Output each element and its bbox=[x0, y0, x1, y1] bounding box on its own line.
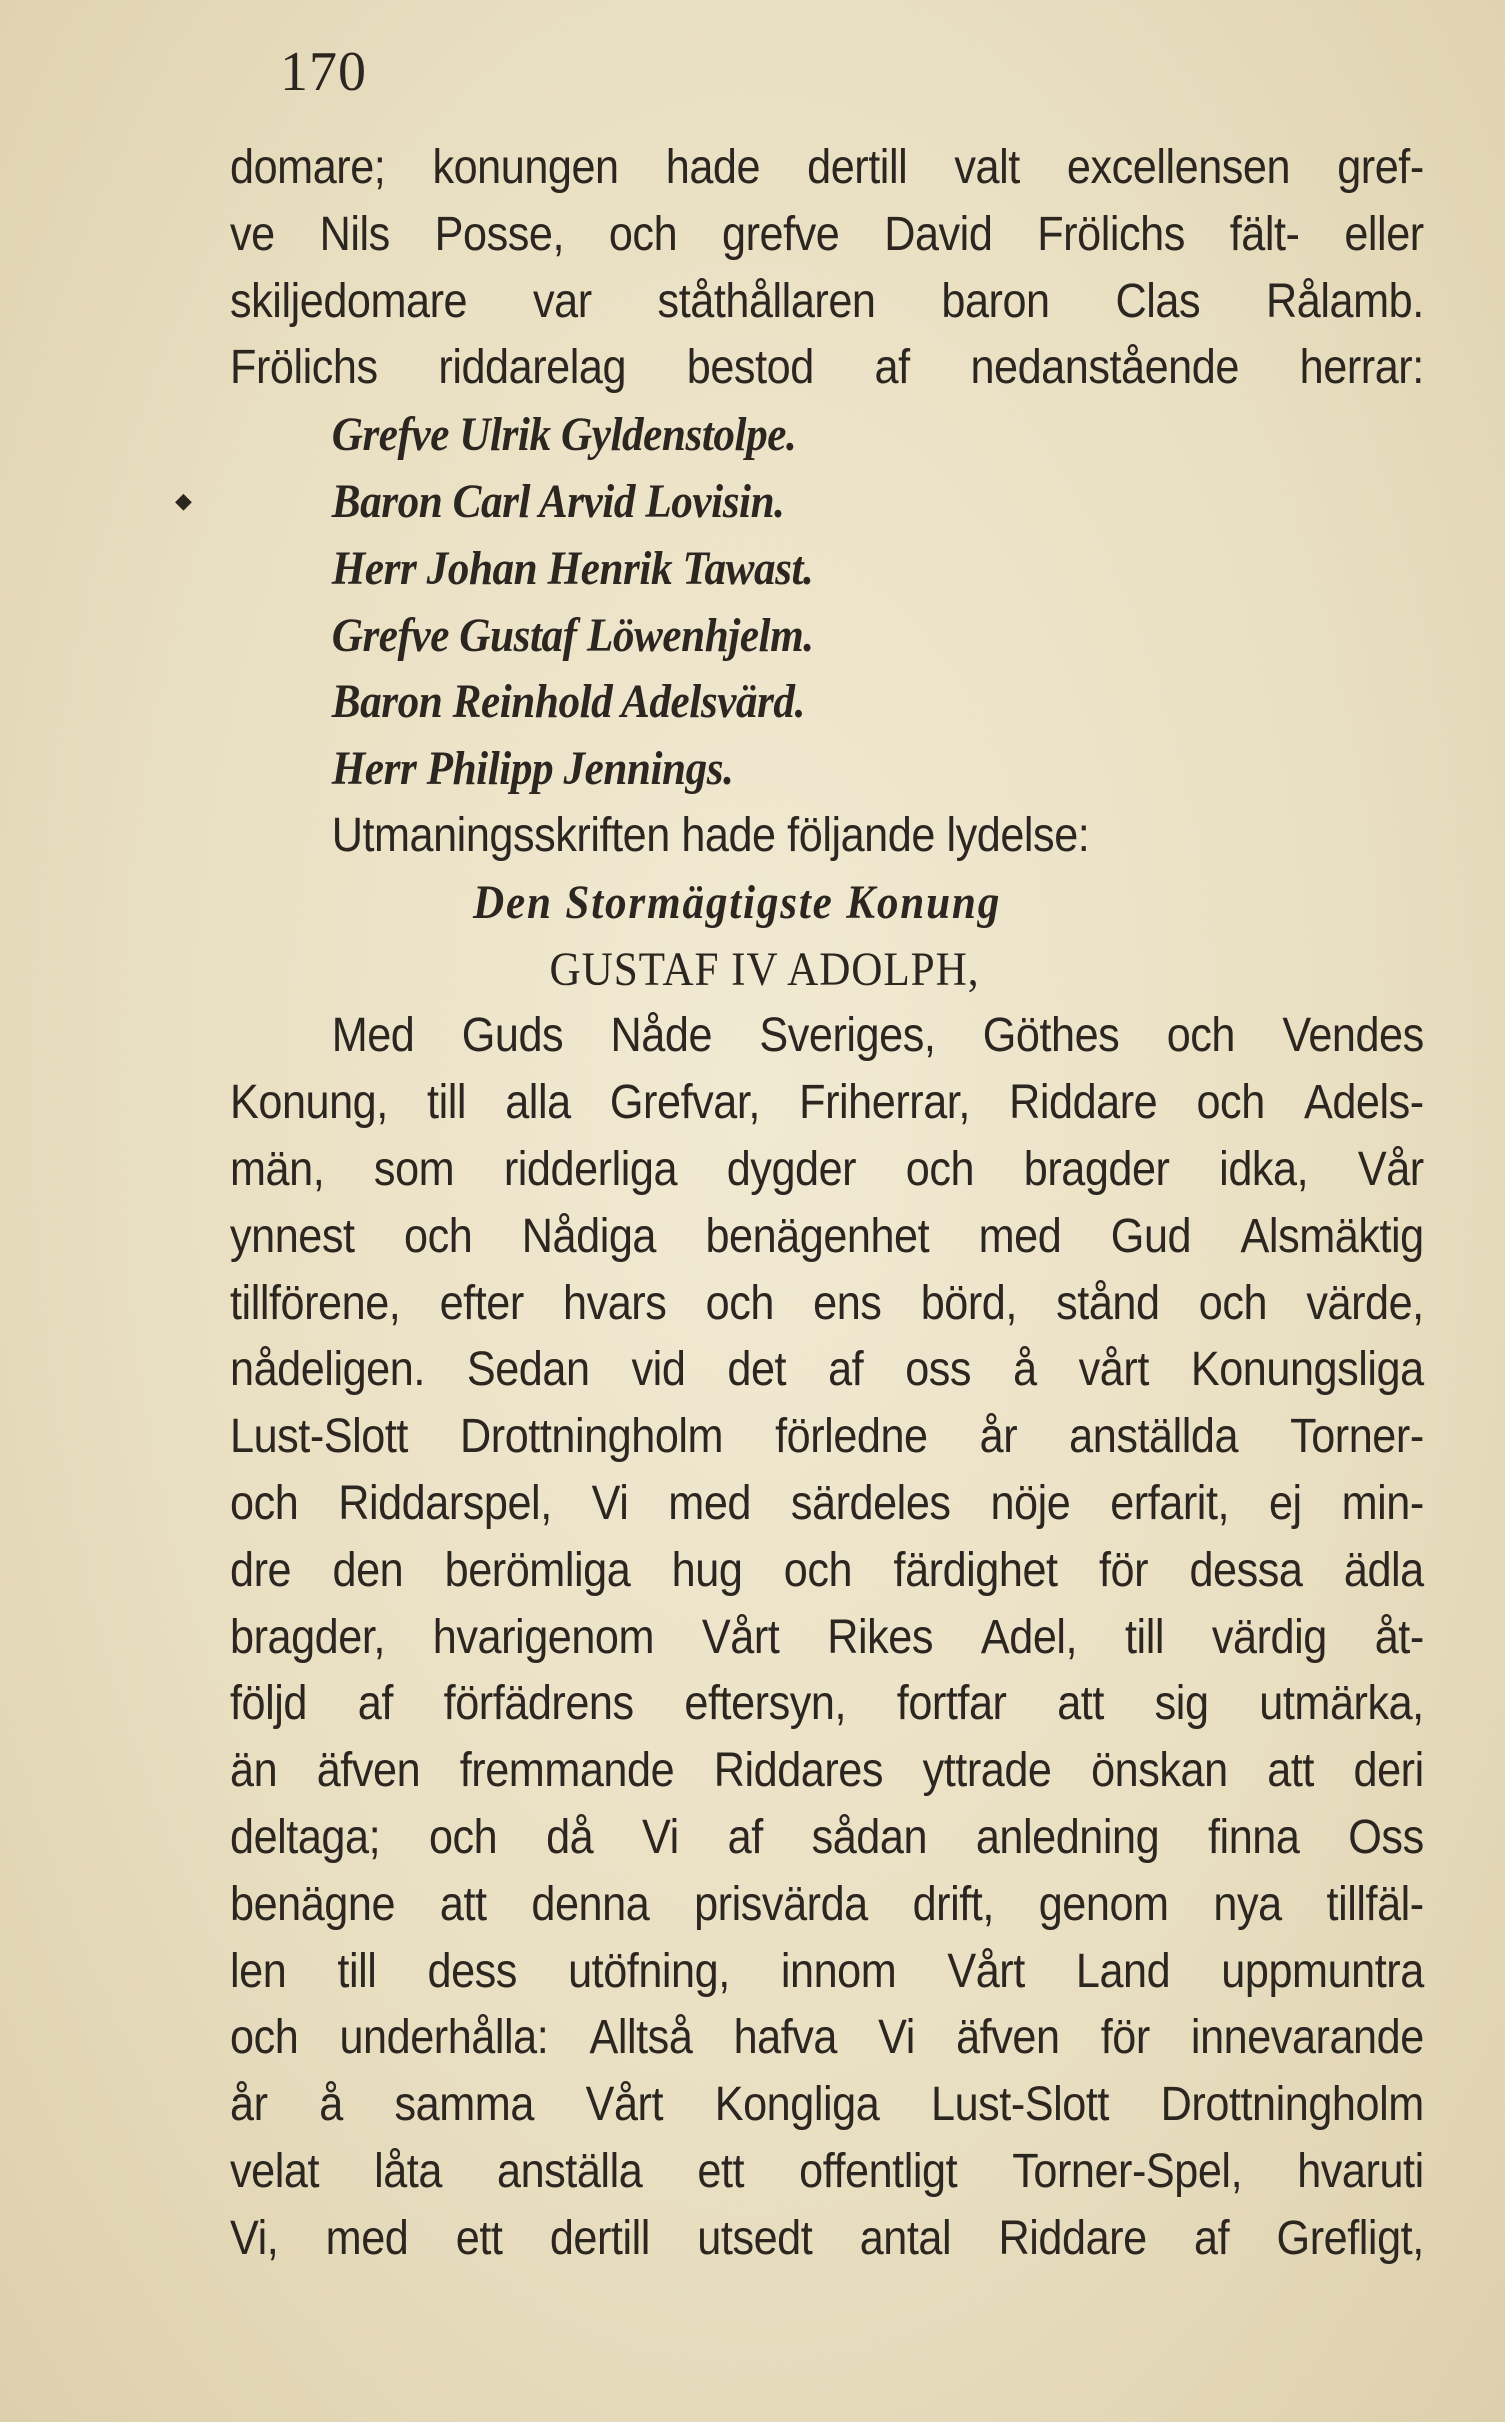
word: och bbox=[1196, 1076, 1265, 1130]
word: underhålla: bbox=[339, 2011, 549, 2065]
word: bestod bbox=[686, 341, 814, 395]
word: yttrade bbox=[922, 1744, 1052, 1798]
word: Rikes bbox=[827, 1610, 934, 1664]
word: Konung, bbox=[230, 1076, 388, 1130]
word: utöfning, bbox=[568, 1944, 730, 1998]
text-line bbox=[230, 2072, 1424, 2139]
word: dessa bbox=[1189, 1543, 1303, 1597]
word: för bbox=[1100, 2011, 1150, 2065]
word: dertill bbox=[807, 141, 908, 194]
word: benägenhet bbox=[705, 1209, 930, 1263]
word: herrar: bbox=[1299, 341, 1424, 395]
word: Land bbox=[1075, 1944, 1171, 1998]
word: det bbox=[727, 1343, 787, 1397]
word: Adel, bbox=[980, 1610, 1078, 1664]
text-line bbox=[230, 1872, 1424, 1939]
word: Grefligt, bbox=[1276, 2211, 1424, 2265]
word: Vi bbox=[591, 1476, 629, 1530]
word: förledne bbox=[775, 1410, 928, 1464]
word: Alltså bbox=[589, 2011, 693, 2065]
word: låta bbox=[374, 2144, 442, 2198]
word: särdeles bbox=[790, 1476, 951, 1530]
word: ridderliga bbox=[503, 1142, 678, 1196]
margin-mark: ◆ bbox=[175, 488, 192, 513]
word: åt- bbox=[1374, 1610, 1424, 1664]
word: prisvärda bbox=[694, 1877, 868, 1931]
word: denna bbox=[531, 1877, 650, 1931]
word: drift, bbox=[912, 1877, 994, 1931]
text-line bbox=[230, 1137, 1424, 1204]
text-line: Den Stormägtigste Konung bbox=[473, 875, 1002, 929]
word: ståthållaren bbox=[657, 274, 876, 328]
word: Riddares bbox=[713, 1744, 884, 1798]
word: och bbox=[230, 2011, 299, 2065]
word: eller bbox=[1344, 207, 1424, 261]
word: värdig bbox=[1211, 1610, 1327, 1664]
word: dertill bbox=[549, 2211, 650, 2265]
word: och bbox=[404, 1209, 473, 1263]
word: innevarande bbox=[1190, 2011, 1424, 2065]
word: vid bbox=[631, 1343, 686, 1397]
word: anledning bbox=[975, 1810, 1160, 1864]
word: benägne bbox=[230, 1877, 396, 1931]
word: värde, bbox=[1306, 1276, 1424, 1330]
word: börd, bbox=[920, 1276, 1017, 1330]
word: Drottningholm bbox=[460, 1410, 724, 1464]
word: Vi, bbox=[230, 2211, 279, 2265]
word: Gud bbox=[1110, 1209, 1192, 1263]
word: af bbox=[828, 1343, 864, 1397]
word: berömliga bbox=[444, 1543, 631, 1597]
word: dygder bbox=[726, 1142, 857, 1196]
word: af bbox=[727, 1810, 763, 1864]
text-line bbox=[230, 1271, 1424, 1338]
word: fremmande bbox=[459, 1744, 675, 1798]
word: fortfar bbox=[896, 1677, 1007, 1731]
word: och bbox=[783, 1543, 853, 1597]
word: innom bbox=[780, 1944, 897, 1998]
word: Drottningholm bbox=[1160, 2078, 1424, 2132]
word: och bbox=[608, 207, 678, 261]
word: Lust-Slott bbox=[930, 2078, 1109, 2132]
word: med bbox=[978, 1209, 1062, 1263]
word: Konungsliga bbox=[1190, 1343, 1424, 1397]
word: förfädrens bbox=[443, 1677, 634, 1731]
word: dess bbox=[427, 1944, 517, 1998]
word: sig bbox=[1154, 1677, 1209, 1731]
word: deltaga; bbox=[230, 1810, 381, 1864]
word: å bbox=[319, 2078, 343, 2132]
word: till bbox=[427, 1076, 467, 1130]
word: min- bbox=[1341, 1476, 1424, 1530]
word: grefve bbox=[721, 207, 840, 261]
word: år bbox=[230, 2078, 268, 2132]
word: Riddare bbox=[998, 2211, 1147, 2265]
word: oss bbox=[905, 1343, 972, 1397]
text-line bbox=[230, 1404, 1424, 1471]
word: bragder bbox=[1023, 1142, 1170, 1196]
word: David bbox=[884, 207, 993, 261]
word: den bbox=[332, 1543, 404, 1597]
word: genom bbox=[1038, 1877, 1169, 1931]
word: med bbox=[325, 2211, 409, 2265]
text-line bbox=[230, 1939, 1424, 2006]
word: och bbox=[230, 1476, 299, 1530]
word: önskan bbox=[1091, 1744, 1228, 1798]
word: ens bbox=[813, 1276, 882, 1330]
text-line bbox=[230, 1738, 1424, 1805]
word: anställa bbox=[496, 2144, 643, 2198]
word: gref- bbox=[1337, 141, 1424, 194]
word: än bbox=[230, 1744, 278, 1798]
word: Nils bbox=[319, 207, 390, 261]
word: sådan bbox=[811, 1810, 928, 1864]
text-line bbox=[230, 269, 1424, 336]
word: baron bbox=[941, 274, 1050, 328]
word: hvars bbox=[563, 1276, 667, 1330]
word: hvarigenom bbox=[432, 1610, 655, 1664]
word: konungen bbox=[432, 141, 619, 194]
page-text bbox=[230, 135, 1425, 2273]
text-line: Grefve Ulrik Gyldenstolpe. bbox=[331, 408, 797, 462]
word: Med bbox=[331, 1009, 415, 1063]
word: erfarit, bbox=[1110, 1476, 1230, 1530]
text-line bbox=[230, 1204, 1424, 1271]
word: ädla bbox=[1343, 1543, 1424, 1597]
word: Torner- bbox=[1290, 1410, 1424, 1464]
word: riddarelag bbox=[438, 341, 627, 395]
word: då bbox=[546, 1810, 594, 1864]
text-line bbox=[230, 1605, 1424, 1672]
word: Posse, bbox=[434, 207, 564, 261]
word: Frölichs bbox=[230, 341, 378, 395]
word: valt bbox=[954, 141, 1020, 194]
text-line bbox=[230, 2206, 1424, 2273]
word: uppmuntra bbox=[1221, 1944, 1424, 1998]
word: anställda bbox=[1069, 1410, 1239, 1464]
text-line: Grefve Gustaf Löwenhjelm. bbox=[331, 608, 814, 662]
text-line bbox=[230, 1337, 1424, 1404]
word: ett bbox=[697, 2144, 745, 2198]
word: bragder, bbox=[230, 1610, 385, 1664]
word: offentligt bbox=[799, 2144, 958, 2198]
word: Nåde bbox=[610, 1009, 713, 1063]
text-line bbox=[230, 1003, 1424, 1070]
text-line bbox=[230, 1671, 1424, 1738]
word: stånd bbox=[1056, 1276, 1160, 1330]
word: nedanstående bbox=[970, 341, 1239, 395]
word: tillfäl- bbox=[1326, 1877, 1424, 1931]
word: nya bbox=[1213, 1877, 1282, 1931]
word: af bbox=[1194, 2211, 1230, 2265]
text-line bbox=[230, 2139, 1424, 2206]
text-line: Baron Carl Arvid Lovisin. bbox=[331, 474, 785, 528]
word: ynnest bbox=[230, 1209, 355, 1263]
word: Riddarspel, bbox=[338, 1476, 552, 1530]
text-line bbox=[230, 135, 1424, 202]
word: ej bbox=[1268, 1476, 1302, 1530]
word: Torner-Spel, bbox=[1012, 2144, 1243, 2198]
word: samma bbox=[394, 2078, 534, 2132]
text-line bbox=[230, 335, 1424, 402]
word: ve bbox=[230, 207, 275, 261]
text-line bbox=[230, 1538, 1424, 1605]
word: Sveriges, bbox=[759, 1009, 936, 1063]
word: nådeligen. bbox=[230, 1343, 425, 1397]
word: Grefvar, bbox=[609, 1076, 760, 1130]
word: af bbox=[357, 1677, 393, 1731]
text-line bbox=[230, 1805, 1424, 1872]
word: och bbox=[705, 1276, 774, 1330]
page-number: 170 bbox=[280, 41, 367, 103]
word: och bbox=[428, 1810, 498, 1864]
word: Oss bbox=[1348, 1810, 1424, 1864]
word: Sedan bbox=[466, 1343, 590, 1397]
word: ett bbox=[455, 2211, 503, 2265]
word: till bbox=[1124, 1610, 1164, 1664]
word: Vårt bbox=[947, 1944, 1025, 1998]
word: Rålamb. bbox=[1266, 274, 1424, 328]
word: Göthes bbox=[982, 1009, 1120, 1063]
word: och bbox=[905, 1142, 975, 1196]
word: excellensen bbox=[1066, 141, 1291, 194]
word: skiljedomare bbox=[230, 274, 468, 328]
word: alla bbox=[505, 1076, 571, 1130]
text-line: Herr Johan Henrik Tawast. bbox=[331, 541, 814, 595]
text-line bbox=[230, 1070, 1424, 1137]
word: eftersyn, bbox=[684, 1677, 847, 1731]
word: och bbox=[1166, 1009, 1235, 1063]
word: utsedt bbox=[697, 2211, 813, 2265]
word: domare; bbox=[230, 141, 386, 194]
text-line bbox=[230, 202, 1424, 269]
word: år bbox=[979, 1410, 1018, 1464]
text-line: GUSTAF IV ADOLPH, bbox=[549, 942, 980, 996]
word: att bbox=[1267, 1744, 1314, 1798]
word: Vendes bbox=[1282, 1009, 1424, 1063]
word: Lust-Slott bbox=[230, 1410, 408, 1464]
word: som bbox=[373, 1142, 455, 1196]
word: Clas bbox=[1115, 274, 1201, 328]
word: finna bbox=[1208, 1810, 1300, 1864]
word: Riddare bbox=[1009, 1076, 1158, 1130]
word: tillförene, bbox=[230, 1276, 401, 1330]
word: Vårt bbox=[701, 1610, 780, 1664]
text-line bbox=[230, 1471, 1424, 1538]
word: och bbox=[1198, 1276, 1268, 1330]
word: för bbox=[1098, 1543, 1149, 1597]
word: hafva bbox=[733, 2011, 838, 2065]
word: Adels- bbox=[1303, 1076, 1424, 1130]
word: färdighet bbox=[893, 1543, 1058, 1597]
word: nöje bbox=[990, 1476, 1071, 1530]
word: utmärka, bbox=[1259, 1677, 1424, 1731]
word: hug bbox=[671, 1543, 743, 1597]
word: till bbox=[337, 1944, 377, 1998]
word: Frölichs bbox=[1037, 207, 1185, 261]
word: velat bbox=[230, 2144, 320, 2198]
word: Vi bbox=[642, 1810, 679, 1864]
word: Kongliga bbox=[714, 2078, 880, 2132]
text-line: Utmaningsskriften hade följande lydelse: bbox=[331, 808, 1090, 862]
word: dre bbox=[230, 1543, 292, 1597]
word: idka, bbox=[1219, 1142, 1309, 1196]
word: män, bbox=[230, 1142, 325, 1196]
text-line bbox=[230, 2005, 1424, 2072]
word: len bbox=[230, 1944, 287, 1998]
word: Guds bbox=[461, 1009, 564, 1063]
word: vårt bbox=[1078, 1343, 1149, 1397]
word: fält- bbox=[1229, 207, 1300, 261]
word: Friherrar, bbox=[799, 1076, 970, 1130]
word: Alsmäktig bbox=[1240, 1209, 1424, 1263]
word: Vårt bbox=[585, 2078, 664, 2132]
text-line: Herr Philipp Jennings. bbox=[331, 742, 734, 796]
word: äfven bbox=[316, 1744, 421, 1798]
word: deri bbox=[1353, 1744, 1424, 1798]
word: å bbox=[1013, 1343, 1037, 1397]
word: Vi bbox=[878, 2011, 915, 2065]
word: var bbox=[532, 274, 592, 328]
word: efter bbox=[439, 1276, 524, 1330]
text-line: Baron Reinhold Adelsvärd. bbox=[331, 675, 805, 729]
word: följd bbox=[230, 1677, 308, 1731]
word: att bbox=[1057, 1677, 1104, 1731]
word: antal bbox=[859, 2211, 952, 2265]
word: Nådiga bbox=[521, 1209, 656, 1263]
word: att bbox=[439, 1877, 487, 1931]
word: äfven bbox=[956, 2011, 1060, 2065]
word: hvaruti bbox=[1297, 2144, 1424, 2198]
word: af bbox=[874, 341, 910, 395]
word: hade bbox=[665, 141, 761, 194]
word: Vår bbox=[1357, 1142, 1424, 1196]
word: med bbox=[668, 1476, 751, 1530]
